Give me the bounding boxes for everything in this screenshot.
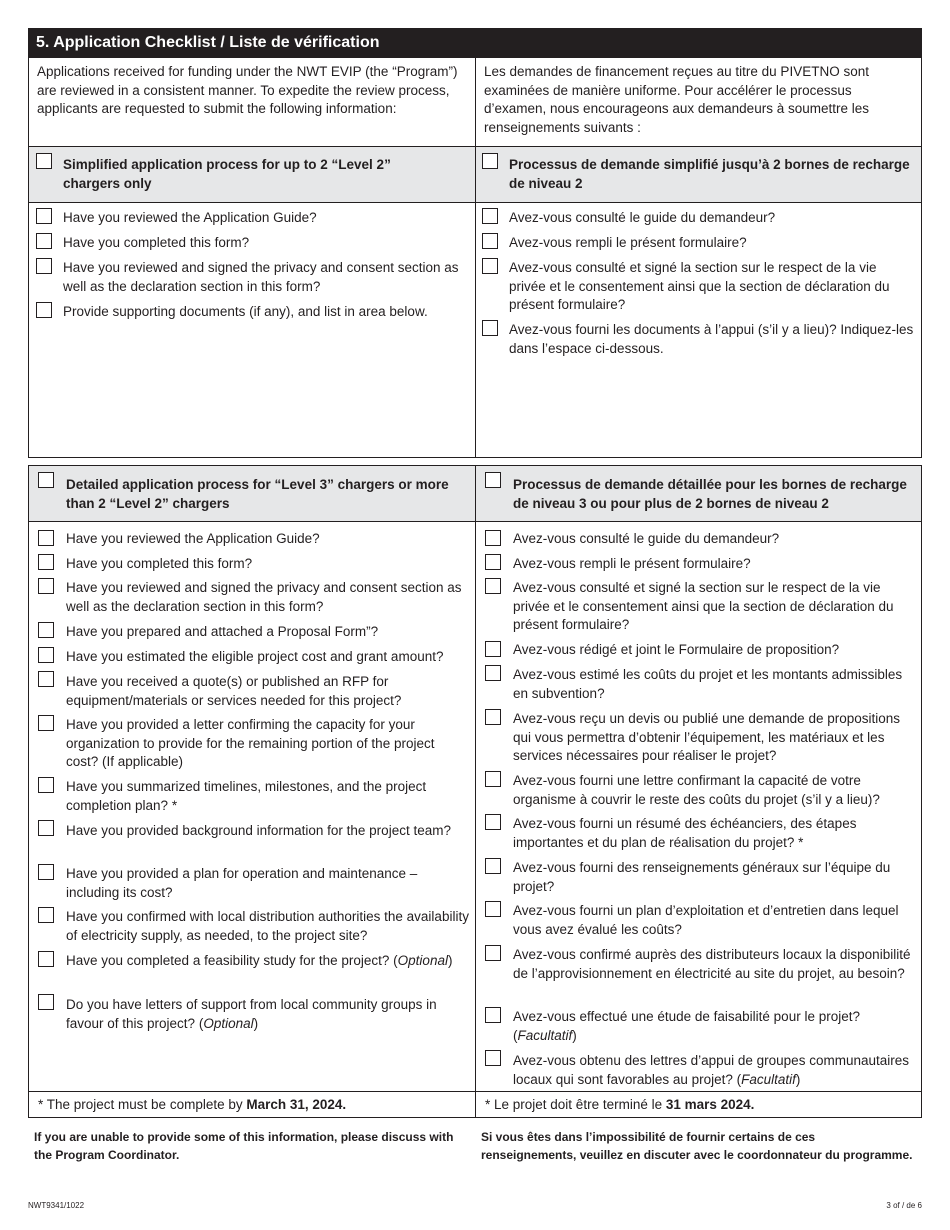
checkbox[interactable]	[38, 715, 54, 731]
page-number: 3 of / de 6	[886, 1201, 922, 1210]
facultatif-label: Facultatif	[517, 1027, 573, 1043]
list-item	[513, 1052, 913, 1089]
detailed-right-column	[476, 466, 921, 1117]
checkbox[interactable]	[482, 153, 498, 169]
checkbox[interactable]	[36, 302, 52, 318]
item-text: Do you have letters of support from local community groups in favour of this project? (	[66, 997, 437, 1031]
list-item: Have you provided a plan for operation and maintenance – including its cost?	[66, 866, 418, 900]
item-text: Avez-vous effectué une étude de faisabilité pour le projet? (	[513, 1009, 860, 1043]
intro-en: Applications received for funding under the NWT EVIP (the “Program”) are reviewed in a consistent manner. To expedite the review process, applicants are requested to submit the following information:	[37, 64, 458, 116]
facultatif-label: Facultatif	[741, 1071, 796, 1087]
checkbox[interactable]	[38, 994, 54, 1010]
checkbox[interactable]	[36, 258, 52, 274]
checkbox[interactable]	[485, 771, 501, 787]
checkbox[interactable]	[485, 554, 501, 570]
list-item	[66, 952, 469, 971]
list-item: Have you reviewed the Application Guide?	[66, 531, 320, 546]
deadline-fr	[485, 1096, 754, 1114]
list-item: Avez-vous consulté le guide du demandeur?	[513, 531, 780, 546]
checkbox[interactable]	[482, 233, 498, 249]
list-item: Have you reviewed and signed the privacy and consent section as well as the declaration section in this form?	[63, 260, 459, 294]
close-paren: )	[572, 1027, 577, 1043]
simplified-left-column	[29, 58, 476, 457]
list-item: Avez-vous fourni un plan d’exploitation et d’entretien dans lequel vous avez évalué les coûts?	[513, 903, 899, 937]
list-item: Avez-vous rédigé et joint le Formulaire de proposition?	[513, 642, 840, 657]
checkbox[interactable]	[482, 258, 498, 274]
simplified-heading-fr: Processus de demande simplifié jusqu’à 2 bornes de recharge de niveau 2	[509, 157, 910, 191]
list-item: Avez-vous fourni des renseignements généraux sur l’équipe du projet?	[513, 860, 891, 894]
optional-label: Optional	[203, 1015, 254, 1031]
checkbox[interactable]	[485, 1050, 501, 1066]
list-item: Avez-vous rempli le présent formulaire?	[513, 556, 751, 571]
simplified-heading-en: Simplified application process for up to 2 “Level 2” chargers only	[63, 157, 391, 191]
list-item: Avez-vous fourni les documents à l’appui (s’il y a lieu)? Indiquez-les dans l’espace ci-dessous.	[509, 322, 914, 356]
checkbox[interactable]	[485, 578, 501, 594]
checkbox[interactable]	[485, 945, 501, 961]
deadline-en-prefix: * The project must be complete by	[38, 1097, 247, 1112]
checkbox[interactable]	[482, 208, 498, 224]
checkbox[interactable]	[38, 951, 54, 967]
detailed-heading-en: Detailed application process for “Level 3” chargers or more than 2 “Level 2” chargers	[66, 477, 449, 511]
list-item: Have you received a quote(s) or published an RFP for equipment/materials or services needed for this project?	[66, 674, 402, 708]
item-text: Avez-vous obtenu des lettres d’appui de groupes communautaires locaux qui sont favorables au projet? (	[513, 1053, 909, 1087]
footer-note-fr: Si vous êtes dans l’impossibilité de fournir certains de ces renseignements, veuillez en discuter avec le coordonnateur du programme.	[481, 1130, 913, 1162]
list-item: Avez-vous consulté et signé la section sur le respect de la vie privée et le consentement ainsi que la section de déclaration du présent formulaire?	[509, 260, 890, 312]
detailed-heading-fr-row	[476, 466, 921, 522]
list-item: Have you reviewed and signed the privacy and consent section as well as the declaration section in this form?	[66, 580, 462, 614]
list-item: Avez-vous estimé les coûts du projet et les montants admissibles en subvention?	[513, 667, 903, 701]
list-item	[66, 996, 469, 1033]
checkbox[interactable]	[38, 864, 54, 880]
checkbox[interactable]	[485, 814, 501, 830]
deadline-fr-date: 31 mars 2024.	[665, 1097, 755, 1112]
checkbox[interactable]	[38, 578, 54, 594]
list-item: Have you reviewed the Application Guide?	[63, 210, 317, 225]
checkbox[interactable]	[38, 671, 54, 687]
simplified-block	[28, 57, 922, 458]
list-item: Avez-vous reçu un devis ou publié une demande de propositions qui vous permettra d’obtenir l’équipement, les matériaux et les services nécessaires pour réaliser le projet?	[513, 711, 901, 763]
checkbox[interactable]	[485, 901, 501, 917]
deadline-en	[38, 1096, 346, 1114]
checkbox[interactable]	[38, 530, 54, 546]
simplified-heading-en-row	[29, 146, 475, 203]
detailed-heading-en-row	[29, 466, 475, 522]
footer-note-en: If you are unable to provide some of this information, please discuss with the Program Coordinator.	[34, 1130, 454, 1162]
close-paren: )	[447, 953, 453, 968]
detailed-block	[28, 465, 922, 1118]
list-item: Avez-vous rempli le présent formulaire?	[509, 235, 747, 250]
section-title: 5. Application Checklist / Liste de vérification	[28, 28, 922, 57]
list-item: Have you prepared and attached a Proposal Form”?	[66, 624, 379, 639]
list-item: Avez-vous consulté le guide du demandeur?	[509, 210, 776, 225]
checkbox[interactable]	[482, 320, 498, 336]
detailed-left-column	[29, 466, 476, 1117]
checkbox[interactable]	[485, 472, 501, 488]
close-paren: )	[253, 1015, 259, 1031]
intro-fr: Les demandes de financement reçues au titre du PIVETNO sont examinées de manière uniforme. Pour accélérer le processus d’examen, nous encourageons aux demandeurs à soumettre les renseignements suivants :	[484, 64, 869, 135]
form-number: NWT9341/1022	[28, 1201, 85, 1210]
checkbox[interactable]	[485, 1007, 501, 1023]
detailed-heading-fr: Processus de demande détaillée pour les bornes de recharge de niveau 3 ou pour plus de 2 bornes de niveau 2	[513, 477, 907, 511]
checkbox[interactable]	[38, 820, 54, 836]
checkbox[interactable]	[38, 554, 54, 570]
list-item: Avez-vous fourni un résumé des échéanciers, des étapes importantes et du plan de réalisation du projet? *	[513, 816, 857, 850]
checkbox[interactable]	[485, 709, 501, 725]
deadline-en-date: March 31, 2024.	[246, 1097, 347, 1112]
checkbox[interactable]	[485, 641, 501, 657]
optional-label: Optional	[397, 953, 448, 968]
simplified-heading-fr-row	[476, 146, 921, 203]
list-item: Have you estimated the eligible project cost and grant amount?	[66, 649, 444, 664]
list-item: Have you provided background information for the project team?	[66, 823, 451, 838]
divider	[29, 1091, 475, 1092]
checkbox[interactable]	[38, 777, 54, 793]
list-item: Have you completed this form?	[63, 235, 250, 250]
checkbox[interactable]	[38, 907, 54, 923]
deadline-fr-prefix: * Le projet doit être terminé le	[485, 1097, 666, 1112]
checkbox[interactable]	[485, 858, 501, 874]
checkbox[interactable]	[485, 665, 501, 681]
checkbox[interactable]	[36, 233, 52, 249]
simplified-right-column	[476, 58, 921, 457]
checkbox[interactable]	[38, 472, 54, 488]
checkbox[interactable]	[485, 530, 501, 546]
list-item: Have you completed this form?	[66, 556, 253, 571]
list-item: Have you provided a letter confirming the capacity for your organization to provide for the remaining portion of the project cost? (If applicable)	[66, 717, 435, 769]
list-item: Avez-vous consulté et signé la section sur le respect de la vie privée et le consentement ainsi que la section de déclaration du présent formulaire?	[513, 580, 894, 632]
list-item: Avez-vous confirmé auprès des distributeurs locaux la disponibilité de l’approvisionnement en électricité au site du projet, au besoin?	[513, 947, 911, 981]
close-paren: )	[795, 1071, 801, 1087]
checkbox[interactable]	[38, 647, 54, 663]
list-item: Provide supporting documents (if any), and list in area below.	[63, 304, 428, 319]
list-item: Have you summarized timelines, milestones, and the project completion plan? *	[66, 779, 427, 813]
checkbox[interactable]	[36, 153, 52, 169]
list-item	[513, 1008, 913, 1045]
item-text: Have you completed a feasibility study for the project? (	[66, 953, 398, 968]
list-item: Avez-vous fourni une lettre confirmant la capacité de votre organisme à couvrir le reste des coûts du projet (s’il y a lieu)?	[513, 773, 880, 807]
list-item: Have you confirmed with local distribution authorities the availability of electricity supply, as needed, to the project site?	[66, 909, 469, 943]
divider	[476, 1091, 921, 1092]
checkbox[interactable]	[36, 208, 52, 224]
checkbox[interactable]	[38, 622, 54, 638]
